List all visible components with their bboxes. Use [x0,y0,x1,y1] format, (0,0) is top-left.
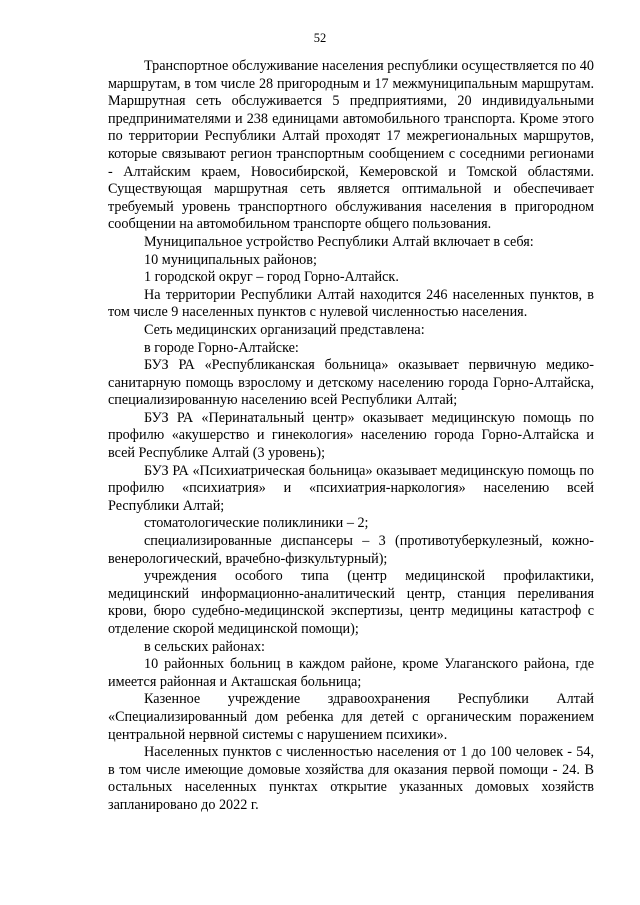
paragraph-in-city: в городе Горно-Алтайске: [144,339,299,356]
paragraph-dispensaries: специализированные диспансеры – 3 (противотуберкулезный, кожно-венерологический, врачебно-физкультурный); [108,533,594,567]
paragraph-psychiatric-hospital: БУЗ РА «Психиатрическая больница» оказывает медицинскую помощь по профилю «психиатрия» и «психиатрия-наркология» населению всей Республики Алтай; [108,462,594,514]
paragraph-special-institutions: учреждения особого типа (центр медицинской профилактики, медицинский информационно-аналитический центр, станция переливания крови, бюро судебно-медицинской экспертизы, центр медицины катастроф с отделение скорой медицинской помощи); [108,568,594,637]
paragraph-municipal-districts: 10 муниципальных районов; [144,251,317,268]
paragraph-small-settlements: Населенных пунктов с численностью населения от 1 до 100 человек - 54, в том числе имеющие домовые хозяйства для оказания первой помощи - 24. В остальных населенных пунктах открытие указанных домовых хозяйств запланировано до 2022 г. [108,744,594,813]
page-number: 52 [313,31,327,45]
paragraph-dental-clinics: стоматологические поликлиники – 2; [144,515,369,532]
paragraph-city-district: 1 городской округ – город Горно-Алтайск. [144,269,399,286]
paragraph-perinatal-center: БУЗ РА «Перинатальный центр» оказывает медицинскую помощь по профилю «акушерство и гинекология» населению города Горно-Алтайска и всей Республике Алтай (3 уровень); [108,409,594,462]
paragraph-republican-hospital: БУЗ РА «Республиканская больница» оказывает первичную медико-санитарную помощь взрослому и детскому населению города Горно-Алтайска, специализированную населению всей Республики Алтай; [108,357,594,409]
paragraph-municipal-structure: Муниципальное устройство Республики Алтай включает в себя: [144,233,534,250]
paragraph-settlements: На территории Республики Алтай находится 246 населенных пунктов, в том числе 9 населенных пунктов с нулевой численностью населения. [108,286,594,321]
paragraph-transport: Транспортное обслуживание населения республики осуществляется по 40 маршрутам, в том числе 28 пригородным и 17 межмуниципальным маршрутам. Маршрутная сеть обслуживается 5 предприятиями, 20 индивидуальными предпринимателями и 238 единицами автомобильного транспорта. Кроме этого по территории Республики Алтай проходят 17 межрегиональных маршрутов, которые связывают регион транспортным сообщением с соседними регионами - Алтайским краем, Новосибирской, Кемеровской и Томской областями. Существующая маршрутная сеть является оптимальной и обеспечивает требуемый уровень транспортного обслуживания населения в пригородном сообщении на автомобильном транспорте общего пользования. [108,58,594,233]
paragraph-rural-districts: в сельских районах: [144,638,265,655]
paragraph-childrens-home: Казенное учреждение здравоохранения Республики Алтай «Специализированный дом ребенка для детей с органическим поражением центральной нервной системы с нарушением психики». [108,691,594,743]
paragraph-medical-network: Сеть медицинских организаций представлена: [144,321,425,338]
paragraph-district-hospitals: 10 районных больниц в каждом районе, кроме Улаганского района, где имеется районная и Акташская больница; [108,656,594,690]
document-body [108,58,594,815]
